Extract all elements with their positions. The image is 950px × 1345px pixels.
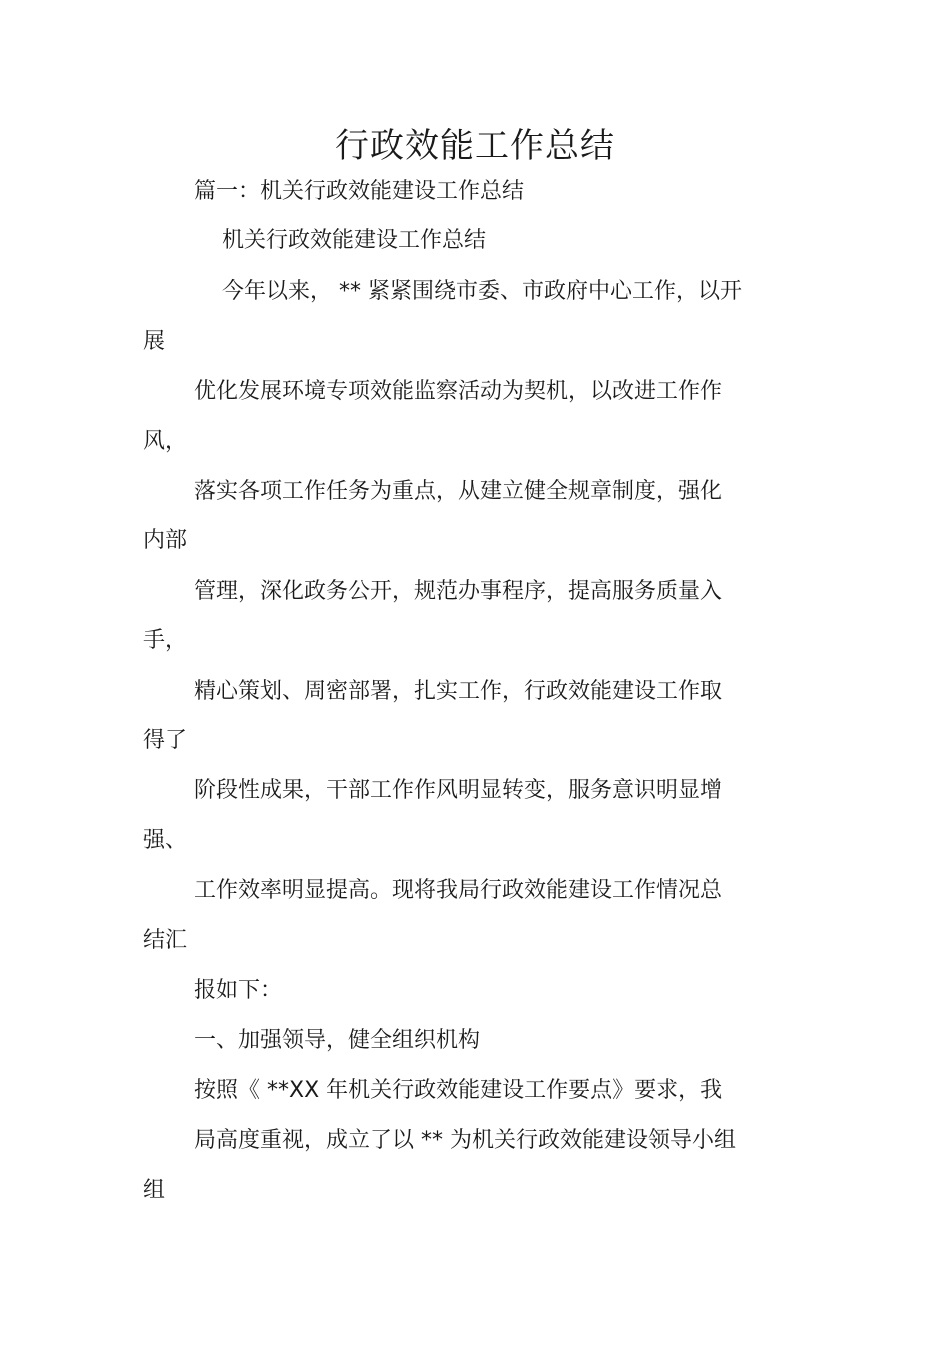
subtitle-line: 机关行政效能建设工作总结	[222, 228, 487, 253]
paragraph-line: 组	[143, 1178, 166, 1203]
section-heading: 一、加强领导，健全组织机构	[194, 1028, 481, 1053]
paragraph-line: 精心策划、周密部署，扎实工作，行政效能建设工作取	[194, 679, 723, 704]
paragraph-line: 得了	[143, 728, 188, 753]
document-title: 行政效能工作总结	[335, 126, 615, 166]
paragraph-line: 按照《 **XX 年机关行政效能建设工作要点》要求，我	[194, 1078, 723, 1103]
paragraph-line: 报如下：	[194, 978, 283, 1003]
paragraph-line: 展	[143, 329, 166, 354]
section-heading: 篇一：机关行政效能建设工作总结	[194, 179, 525, 204]
paragraph-line: 落实各项工作任务为重点，从建立健全规章制度，强化	[194, 479, 723, 504]
paragraph-line: 结汇	[143, 928, 188, 953]
paragraph-line: 今年以来， ** 紧紧围绕市委、市政府中心工作，以开	[222, 279, 742, 304]
paragraph-line: 强、	[143, 828, 188, 853]
paragraph-line: 管理，深化政务公开，规范办事程序，提高服务质量入	[194, 579, 723, 604]
paragraph-line: 风，	[143, 429, 188, 454]
paragraph-line: 内部	[143, 528, 188, 553]
paragraph-line: 手，	[143, 628, 188, 653]
paragraph-line: 工作效率明显提高。现将我局行政效能建设工作情况总	[194, 878, 723, 903]
paragraph-line: 局高度重视，成立了以 ** 为机关行政效能建设领导小组	[194, 1128, 736, 1153]
paragraph-line: 优化发展环境专项效能监察活动为契机，以改进工作作	[194, 379, 723, 404]
paragraph-line: 阶段性成果，干部工作作风明显转变，服务意识明显增	[194, 778, 723, 803]
